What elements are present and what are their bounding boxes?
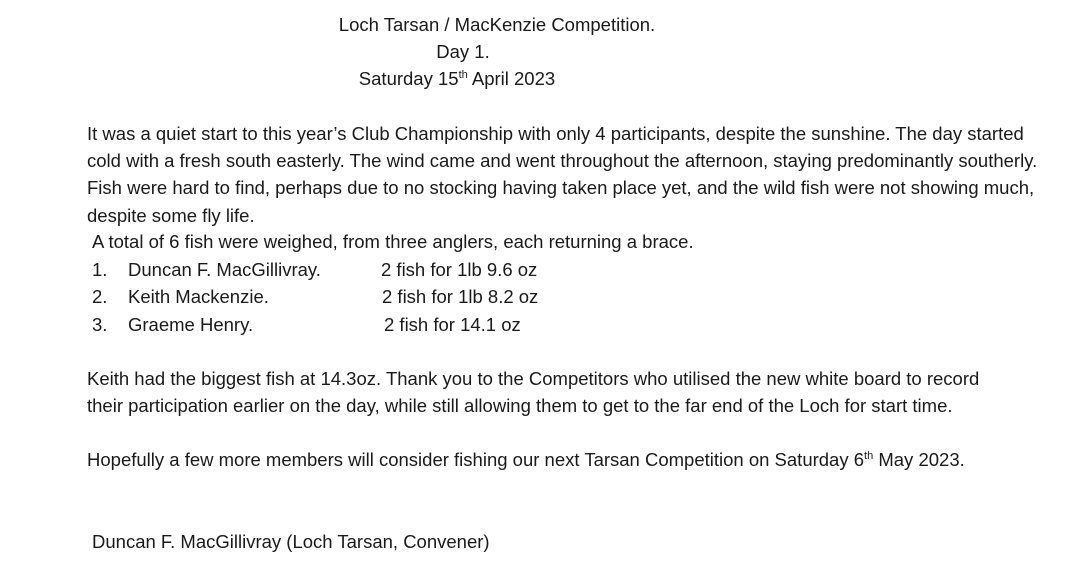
paragraph-biggest-fish: Keith had the biggest fish at 14.3oz. Thank you to the Competitors who utilised the new white board to record their participation earlier on the day, while still allowing them to get to the far end of the Loch for start time. — [87, 368, 985, 417]
document-day: Day 1. — [436, 41, 490, 62]
result-name: Graeme Henry. — [128, 313, 254, 335]
result-catch: 2 fish for 1lb 9.6 oz — [381, 259, 538, 280]
document-title: Loch Tarsan / MacKenzie Competition. — [338, 14, 656, 35]
list-item — [92, 256, 692, 283]
list-item — [92, 311, 692, 338]
result-catch: 2 fish for 14.1 oz — [384, 313, 521, 335]
paragraph-total: A total of 6 fish were weighed, from three anglers, each returning a brace. — [92, 231, 694, 252]
list-item — [92, 283, 692, 310]
date-superscript: th — [458, 69, 468, 81]
results-list — [92, 256, 692, 338]
result-number: 3. — [92, 313, 108, 335]
result-number: 1. — [92, 259, 108, 280]
result-catch: 2 fish for 1lb 8.2 oz — [382, 286, 539, 308]
result-name: Keith Mackenzie. — [128, 286, 269, 308]
date-suffix: April 2023 — [467, 68, 556, 89]
document-date — [240, 65, 674, 92]
result-number: 2. — [92, 286, 108, 308]
result-name: Duncan F. MacGillivray. — [128, 259, 321, 280]
signature: Duncan F. MacGillivray (Loch Tarsan, Convener) — [92, 531, 490, 552]
paragraph-intro: It was a quiet start to this year’s Club Championship with only 4 participants, despite the sunshine. The day started cold with a fresh south easterly. The wind came and went throughout the afternoon, staying predominantly southerly. Fish were hard to find, perhaps due to no stocking having taken place yet, and the wild fish were not showing much, despite some fly life. — [87, 123, 1043, 226]
next-comp-prefix: Hopefully a few more members will consider fishing our next Tarsan Competition on Saturday 6 — [87, 449, 865, 470]
next-comp-suffix: May 2023. — [873, 449, 965, 470]
next-comp-superscript: th — [864, 450, 874, 462]
date-prefix: Saturday 15 — [358, 68, 459, 89]
paragraph-next-competition — [87, 446, 997, 473]
